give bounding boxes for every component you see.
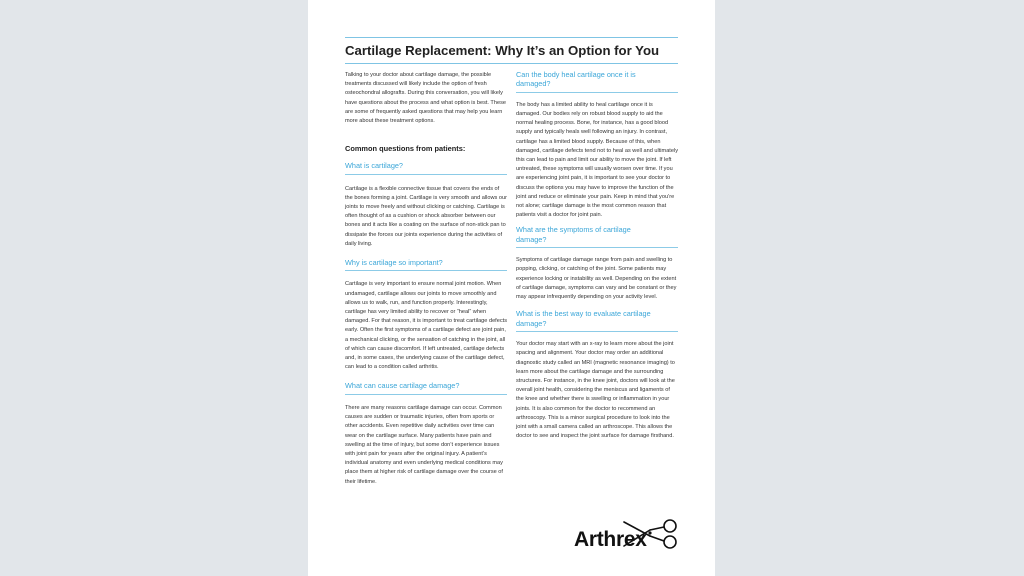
document-page [308,0,715,576]
faq-section [516,70,678,220]
right-column [516,70,678,441]
top-divider [345,37,678,38]
common-questions-heading: Common questions from patients: [345,144,466,154]
arthrex-logo [574,516,682,556]
faq-section [345,381,507,486]
faq-question: What is the best way to evaluate cartilage damage? [516,309,651,328]
logo-wordmark: Arthrex [574,528,647,551]
faq-answer: Cartilage is very important to ensure normal joint motion. When undamaged, cartilage allows our joints to move smoothly and allows us to walk, run, and function properly. Interestingly, cartilage has very limited ability to recover or “heal” when damaged. For that reason, it is important to treat cartilage defects early. Often the first symptoms of a cartilage defect are joint pain, a mechanical clicking, or the sensation of catching in the joint, all of which can cause discomfort. If left untreated, cartilage defects and, in some cases, the underlying cause of the cartilage defect, can lead to a condition called arthritis. [345,281,507,371]
faq-section [345,161,507,249]
faq-question: Why is cartilage so important? [345,258,443,268]
intro-paragraph: Talking to your doctor about cartilage damage, the possible treatments discussed will likely include the option of fresh osteochondral allografts. During this conversation, you will likely have questions about the process and what option is best. These are some of frequently asked questions that may help you learn more about these treatment options. [345,72,506,125]
faq-question: What is cartilage? [345,161,403,171]
faq-section [345,258,507,372]
faq-answer: There are many reasons cartilage damage can occur. Common causes are sudden or traumatic injuries, often from sports or other accidents. Even repetitive daily activities over time can wear on the cartilage surface. Many patients have pain and swelling at the time of injury, but some don’t experience issues with joint pain for years after the original injury. A patient’s individual anatomy and even underlying medical conditions may place them at higher risk of cartilage damage over the course of their lifetime. [345,404,503,485]
left-column [345,71,507,487]
faq-answer: The body has a limited ability to heal cartilage once it is damaged. Our bodies rely on robust blood supply to aid the normal healing process. Bone, for instance, has a good blood supply and typically heals well following an injury. In contrast, cartilage has a limited blood supply. Because of this, when damaged, cartilage defects tend not to heal as well and ultimately this can lead to pain and limit our ability to move the joint. If left untreated, these symptoms will usually worsen over time. If you are experiencing joint pain, it is important to see your doctor to discuss the options you may have to improve the function of the joint and reduce or eliminate your pain. Keep in mind that you’re not alone; cartilage damage is the most common reason that patients visit a doctor for joint pain. [516,101,679,219]
faq-answer: Your doctor may start with an x-ray to learn more about the joint spacing and alignment. Your doctor may order an additional diagnostic study called an MRI (magnetic resonance imaging) to learn more about the cartilage damage and the surrounding structures. For instance, in the knee joint, doctors will look at the overall joint health, considering the meniscus and ligaments of the knee and whether there is swelling or inflammation in your joints. It is also common for the doctor to recommend an arthroscopy. This is a minor surgical procedure to look into the joint with a small camera called an arthroscope. This allows the doctor to see and inspect the joint surface for damage firsthand. [516,341,675,440]
faq-question: What are the symptoms of cartilage damage? [516,225,631,244]
faq-question: What can cause cartilage damage? [345,381,460,391]
faq-section [516,225,678,302]
faq-answer: Symptoms of cartilage damage range from pain and swelling to popping, clicking, or catching of the joint. Some patients may experience locking or instability as well. Depending on the extent of cartilage damage, symptoms can vary and be constant or they may appear infrequently depending on your activity level. [516,257,677,301]
title-divider [345,63,678,64]
faq-answer: Cartilage is a flexible connective tissue that covers the ends of the bones forming a joint. Cartilage is very smooth and allows our joints to move freely and without clicking or catching. Cartilage is often thought of as a cushion or shock absorber between our bones and it acts like a coating on the surface of non-stick pan to dissipate the forces our joints experience during the activities of daily living. [345,185,507,247]
faq-question: Can the body heal cartilage once it is damaged? [516,70,636,89]
faq-section [516,309,678,441]
document-title: Cartilage Replacement: Why It’s an Option for You [345,43,660,58]
scissors-icon [620,516,682,552]
